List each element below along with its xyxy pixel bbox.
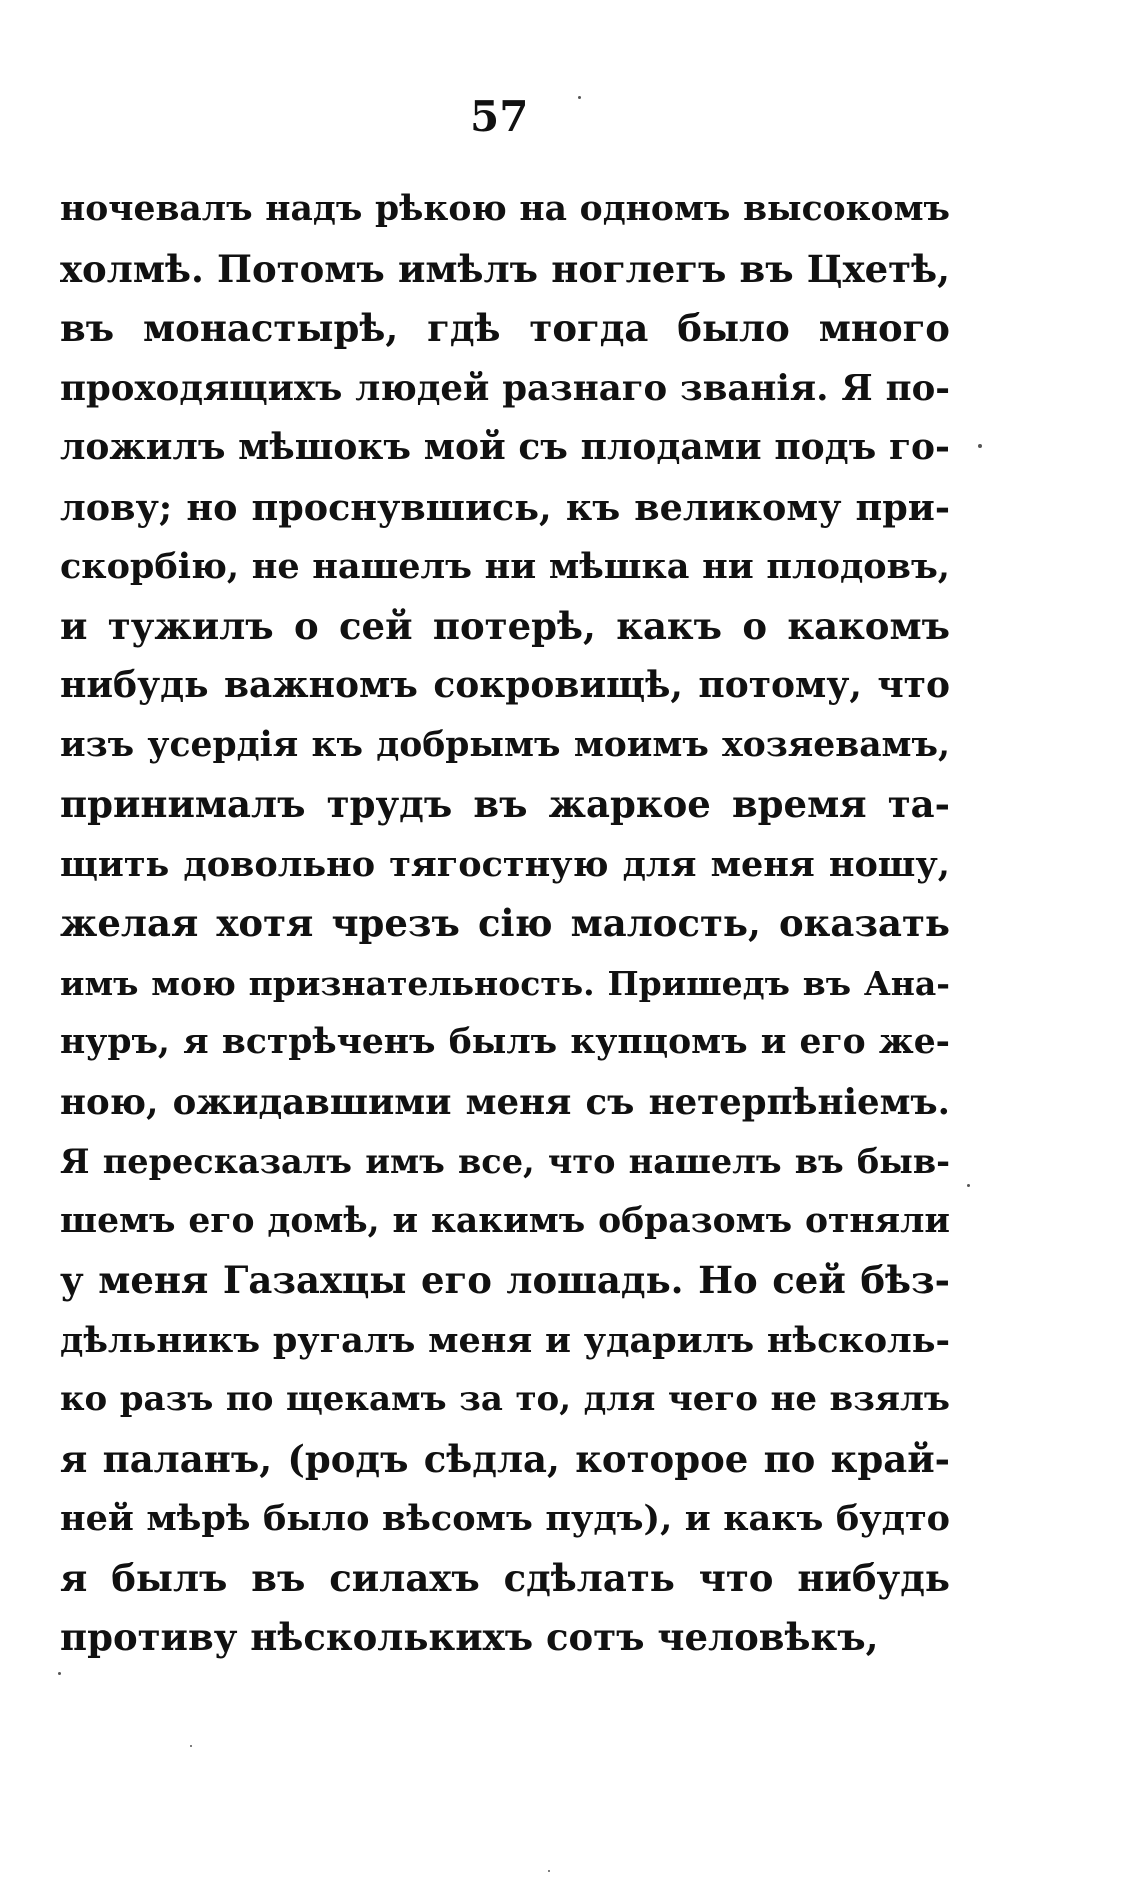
scan-speck xyxy=(548,1870,550,1872)
text-line-17: Я пересказалъ имъ все, что нашелъ въ быв- xyxy=(60,1142,950,1181)
text-line-25: противу нѣсколькихъ сотъ человѣкъ, xyxy=(60,1615,879,1659)
text-line-19: у меня Газахцы его лошадь. Но сей бѣз- xyxy=(60,1258,950,1302)
text-line-15: нуръ, я встрѣченъ былъ купцомъ и его же- xyxy=(60,1022,950,1062)
text-line-1: ночевалъ надъ рѣкою на одномъ высокомъ xyxy=(60,189,950,229)
text-line-24: я былъ въ силахъ сдѣлать что нибудь xyxy=(60,1555,950,1600)
scan-speck xyxy=(967,1184,970,1187)
text-line-2: холмѣ. Потомъ имѣлъ ноглегъ въ Цхетѣ, xyxy=(60,246,950,291)
text-line-6: лову; но проснувшись, къ великому при- xyxy=(60,485,950,529)
text-line-11: принималъ трудъ въ жаркое время та- xyxy=(60,782,950,826)
text-line-7: скорбію, не нашелъ ни мѣшка ни плодовъ, xyxy=(60,546,950,587)
text-line-20: дѣльникъ ругалъ меня и ударилъ нѣсколь- xyxy=(60,1319,950,1361)
text-line-23: ней мѣрѣ было вѣсомъ пудъ), и какъ будто xyxy=(60,1498,950,1539)
scan-speck xyxy=(978,444,982,448)
text-line-3: въ монастырѣ, гдѣ тогда было много xyxy=(60,306,950,350)
text-line-10: изъ усердія къ добрымъ моимъ хозяевамъ, xyxy=(60,724,950,765)
scan-speck xyxy=(58,1672,61,1675)
text-line-4: проходящихъ людей разнаго званія. Я по- xyxy=(60,367,950,409)
text-line-12: щить довольно тягостную для меня ношу, xyxy=(60,843,950,885)
text-line-9: нибудь важномъ сокровищѣ, потому, что xyxy=(60,664,950,706)
body-text xyxy=(60,180,950,1668)
scan-speck xyxy=(190,1745,192,1747)
page-number: 57 xyxy=(470,92,529,141)
text-line-22: я паланъ, (родъ сѣдла, которое по край- xyxy=(60,1436,950,1481)
text-line-13: желая хотя чрезъ сію малость, оказать xyxy=(60,901,950,945)
text-line-18: шемъ его домѣ, и какимъ образомъ отняли xyxy=(60,1200,950,1241)
text-line-21: ко разъ по щекамъ за то, для чего не взялъ xyxy=(60,1379,950,1419)
scan-speck xyxy=(578,96,581,99)
text-line-16: ною, ожидавшими меня съ нетерпѣніемъ. xyxy=(60,1081,950,1123)
text-line-14: имъ мою признательность. Пришедъ въ Ана- xyxy=(60,963,950,1003)
text-line-8: и тужилъ о сей потерѣ, какъ о какомъ xyxy=(60,603,950,648)
text-line-5: ложилъ мѣшокъ мой съ плодами подъ го- xyxy=(60,426,950,468)
